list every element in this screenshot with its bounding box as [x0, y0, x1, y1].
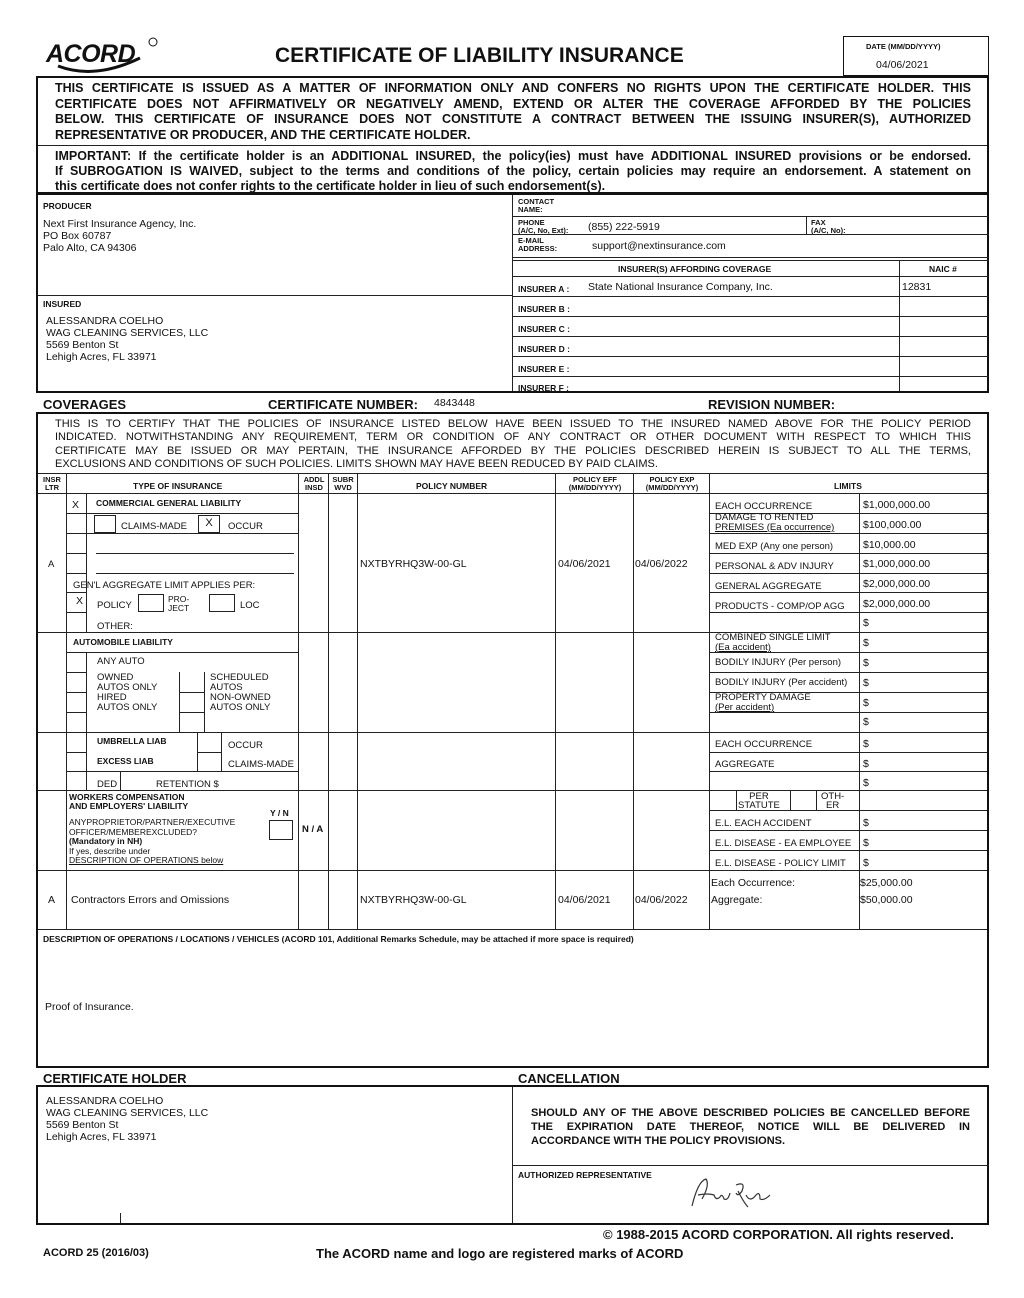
gl-limit-value: $10,000.00	[863, 539, 916, 551]
workers-limit-value: $	[863, 857, 869, 869]
workers-other: OTH- ER	[821, 791, 845, 811]
gl-limit-label: PERSONAL & ADV INJURY	[715, 561, 834, 572]
header-policy-eff: POLICY EFF (MM/DD/YYYY)	[568, 475, 622, 492]
important-line: this certificate does not confer rights to the certificate holder in lieu of such endorsement(s).	[55, 179, 606, 193]
producer-label: PRODUCER	[43, 201, 92, 211]
coverage-notice-line: EXCLUSIONS AND CONDITIONS OF SUCH POLICIES. LIMITS SHOWN MAY HAVE BEEN REDUCED BY PAID CLAIMS.	[55, 458, 658, 470]
insured-line: WAG CLEANING SERVICES, LLC	[46, 327, 209, 339]
umbrella-limit-value: $	[863, 777, 869, 789]
loc-checkbox[interactable]	[209, 594, 235, 612]
gl-limit-label: DAMAGE TO RENTED PREMISES (Ea occurrence)	[715, 512, 835, 533]
gl-limit-value: $1,000,000.00	[863, 499, 931, 511]
umbrella-limit-value: $	[863, 738, 869, 750]
insurer-f-label: INSURER F :	[518, 383, 569, 393]
auto-limit-value: $	[863, 677, 869, 689]
gl-occur: OCCUR	[228, 521, 263, 532]
insurer-d-label: INSURER D :	[518, 344, 570, 354]
cancellation-line: THE EXPIRATION DATE THEREOF, NOTICE WILL BE DELIVERED IN	[531, 1121, 970, 1133]
workers-na: N / A	[302, 824, 324, 835]
header-subr: SUBR WVD	[332, 475, 354, 492]
eo-type: Contractors Errors and Omissions	[71, 894, 230, 906]
gl-limit-value: $2,000,000.00	[863, 598, 931, 610]
gl-policy-mark[interactable]: X	[76, 595, 84, 607]
auto-hired: HIRED AUTOS ONLY	[97, 692, 158, 713]
disclaimer-line: CERTIFICATE DOES NOT AFFIRMATIVELY OR NEGATIVELY AMEND, EXTEND OR ALTER THE COVERAGE AFFORDED BY THE POLICIES	[55, 97, 971, 111]
insured-line: 5569 Benton St	[46, 339, 119, 351]
gl-limit-value: $100,000.00	[863, 519, 922, 531]
umbrella-ded: DED	[97, 779, 118, 790]
gl-limit-value: $	[863, 617, 869, 629]
workers-limit-value: $	[863, 817, 869, 829]
gl-loc: LOC	[240, 600, 260, 611]
auto-owned: OWNED AUTOS ONLY	[97, 672, 158, 693]
auto-title: AUTOMOBILE LIABILITY	[73, 637, 173, 647]
important-line: IMPORTANT: If the certificate holder is an ADDITIONAL INSURED, the policy(ies) must have ADDITIONAL INSURED provisions or be endorsed.	[55, 149, 971, 163]
gl-limit-value: $2,000,000.00	[863, 578, 931, 590]
cancellation-line: SHOULD ANY OF THE ABOVE DESCRIBED POLICIES BE CANCELLED BEFORE	[531, 1107, 970, 1119]
producer-line: PO Box 60787	[43, 230, 112, 242]
cancellation-line: ACCORDANCE WITH THE POLICY PROVISIONS.	[531, 1135, 786, 1147]
insurer-a-naic: 12831	[902, 281, 932, 293]
umbrella-label: UMBRELLA LIAB	[97, 736, 167, 746]
date-label: DATE (MM/DD/YYYY)	[866, 42, 941, 51]
auto-limit-label: COMBINED SINGLE LIMIT (Ea accident)	[715, 632, 831, 653]
certificate-number-label: CERTIFICATE NUMBER:	[268, 397, 418, 412]
header-limits: LIMITS	[834, 481, 862, 491]
gl-limit-label: GENERAL AGGREGATE	[715, 581, 822, 592]
eo-limit-value: $50,000.00	[860, 894, 913, 906]
occur-checkbox[interactable]: X	[198, 515, 220, 533]
gl-policy: POLICY	[97, 600, 132, 611]
auto-scheduled: SCHEDULED AUTOS	[210, 672, 269, 693]
workers-limit-label: E.L. DISEASE - POLICY LIMIT	[715, 858, 846, 869]
auto-limit-value: $	[863, 637, 869, 649]
auto-limit-label: BODILY INJURY (Per accident)	[715, 677, 848, 688]
signature-mark-icon	[686, 1173, 776, 1213]
auto-limit-value: $	[863, 657, 869, 669]
workers-limit-value: $	[863, 837, 869, 849]
umbrella-limit-label: EACH OCCURRENCE	[715, 739, 813, 750]
naic-header: NAIC #	[929, 264, 957, 274]
date-box	[843, 36, 989, 76]
auto-nonowned: NON-OWNED AUTOS ONLY	[210, 692, 271, 713]
umbrella-retention: RETENTION $	[156, 779, 219, 790]
insurer-e-label: INSURER E :	[518, 364, 570, 374]
disclaimer-line: THIS CERTIFICATE IS ISSUED AS A MATTER OF INFORMATION ONLY AND CONFERS NO RIGHTS UPON THE CERTIFICATE HOLDER. THIS	[55, 81, 971, 95]
eo-exp: 04/06/2022	[635, 894, 688, 906]
revision-number-label: REVISION NUMBER:	[708, 397, 836, 412]
coverages-label: COVERAGES	[43, 397, 127, 412]
phone-value: (855) 222-5919	[588, 221, 660, 233]
producer-insurer-box	[36, 193, 989, 393]
eo-limit-value: $25,000.00	[860, 877, 913, 889]
email-label: E-MAIL ADDRESS:	[518, 236, 558, 253]
gl-exp: 04/06/2022	[635, 558, 688, 570]
description-text: Proof of Insurance.	[45, 1001, 134, 1013]
gl-eff: 04/06/2021	[558, 558, 611, 570]
umbrella-claims-made: CLAIMS-MADE	[228, 759, 294, 770]
coverage-notice-line: CERTIFICATE MAY BE ISSUED OR MAY PERTAIN, THE INSURANCE AFFORDED BY THE POLICIES DESCRIBED HEREIN IS SUBJECT TO ALL THE TERMS,	[55, 445, 971, 457]
description-label: DESCRIPTION OF OPERATIONS / LOCATIONS / VEHICLES (ACORD 101, Additional Remarks Schedule, may be attached if more space is required)	[43, 934, 634, 944]
gl-project: PRO- JECT	[168, 594, 190, 613]
auto-limit-label: PROPERTY DAMAGE (Per accident)	[715, 692, 811, 713]
eo-limit-label: Aggregate:	[711, 894, 763, 906]
page-title: CERTIFICATE OF LIABILITY INSURANCE	[275, 44, 684, 67]
gl-limit-label: MED EXP (Any one person)	[715, 541, 834, 552]
date-value: 04/06/2021	[876, 59, 929, 71]
authorized-rep-label: AUTHORIZED REPRESENTATIVE	[518, 1170, 652, 1180]
auto-limit-label: BODILY INJURY (Per person)	[715, 657, 842, 668]
phone-label: PHONE (A/C, No, Ext):	[518, 218, 569, 235]
trademark: The ACORD name and logo are registered marks of ACORD	[316, 1246, 684, 1261]
holder-line: WAG CLEANING SERVICES, LLC	[46, 1107, 209, 1119]
insured-line: Lehigh Acres, FL 33971	[46, 351, 157, 363]
gl-limit-value: $1,000,000.00	[863, 558, 931, 570]
umbrella-limit-value: $	[863, 758, 869, 770]
umbrella-limit-label: AGGREGATE	[715, 759, 775, 770]
workers-limit-label: E.L. DISEASE - EA EMPLOYEE	[715, 838, 852, 849]
insurer-b-label: INSURER B :	[518, 304, 570, 314]
holder-line: 5569 Benton St	[46, 1119, 119, 1131]
gl-ltr: A	[48, 559, 55, 570]
disclaimer-line: REPRESENTATIVE OR PRODUCER, AND THE CERTIFICATE HOLDER.	[55, 128, 471, 142]
header-addl: ADDL INSD	[303, 475, 325, 492]
coverage-notice-line: INDICATED. NOTWITHSTANDING ANY REQUIREMENT, TERM OR CONDITION OF ANY CONTRACT OR OTHER DOCUMENT WITH RESPECT TO WHICH THIS	[55, 431, 971, 443]
header-policy-number: POLICY NUMBER	[416, 481, 488, 491]
insurer-a-label: INSURER A :	[518, 284, 570, 294]
disclaimer-box	[36, 76, 989, 194]
acord-logo	[40, 36, 160, 76]
gl-title: COMMERCIAL GENERAL LIABILITY	[96, 498, 242, 508]
workers-per-statute: PER STATUTE	[738, 791, 780, 811]
gl-other: OTHER:	[97, 621, 133, 632]
producer-line: Next First Insurance Agency, Inc.	[43, 218, 197, 230]
workers-limit-label: E.L. EACH ACCIDENT	[715, 818, 812, 829]
umbrella-occur: OCCUR	[228, 740, 263, 751]
certificate-holder-label: CERTIFICATE HOLDER	[43, 1071, 187, 1086]
email-value: support@nextinsurance.com	[592, 240, 726, 252]
eo-limit-label: Each Occurrence:	[711, 877, 796, 889]
insurers-header: INSURER(S) AFFORDING COVERAGE	[618, 264, 772, 274]
auto-limit-value: $	[863, 716, 869, 728]
disclaimer-line: BELOW. THIS CERTIFICATE OF INSURANCE DOES NOT CONSTITUTE A CONTRACT BETWEEN THE ISSUING INSURER(S), AUTHORIZED	[55, 112, 971, 126]
certificate-number: 4843448	[434, 397, 475, 409]
holder-line: ALESSANDRA COELHO	[46, 1095, 164, 1107]
gl-limit-label: EACH OCCURRENCE	[715, 501, 813, 512]
gl-policy-number: NXTBYRHQ3W-00-GL	[360, 558, 467, 570]
gl-claims-made: CLAIMS-MADE	[121, 521, 187, 532]
header-insr-ltr: INSR LTR	[43, 475, 61, 492]
copyright: © 1988-2015 ACORD CORPORATION. All rights reserved.	[603, 1227, 954, 1242]
workers-description: ANYPROPRIETOR/PARTNER/EXECUTIVE OFFICER/MEMBEREXCLUDED? (Mandatory in NH) If yes, describe under DESCRIPTION OF OPERATIONS below	[69, 817, 236, 865]
holder-line: Lehigh Acres, FL 33971	[46, 1131, 157, 1143]
insurer-a-name: State National Insurance Company, Inc.	[588, 281, 773, 293]
header-type: TYPE OF INSURANCE	[133, 481, 223, 491]
eo-ltr: A	[48, 894, 56, 906]
header-policy-exp: POLICY EXP (MM/DD/YYYY)	[645, 475, 699, 492]
gl-limit-label: PRODUCTS - COMP/OP AGG	[715, 601, 845, 612]
eo-policy-number: NXTBYRHQ3W-00-GL	[360, 894, 467, 906]
claims-made-checkbox[interactable]	[94, 515, 116, 533]
coverages-table	[36, 412, 989, 1068]
fax-label: FAX (A/C, No):	[811, 218, 846, 235]
insurer-c-label: INSURER C :	[518, 324, 570, 334]
project-checkbox[interactable]	[138, 594, 164, 612]
eo-eff: 04/06/2021	[558, 894, 611, 906]
coverage-notice-line: THIS IS TO CERTIFY THAT THE POLICIES OF INSURANCE LISTED BELOW HAVE BEEN ISSUED TO THE INSURED NAMED ABOVE FOR THE POLICY PERIOD	[55, 418, 971, 430]
workers-yn: Y / N	[270, 808, 289, 818]
excess-label: EXCESS LIAB	[97, 756, 154, 766]
cancellation-label: CANCELLATION	[518, 1071, 620, 1086]
signature	[686, 1173, 776, 1213]
insured-label: INSURED	[43, 299, 82, 309]
holder-cancellation-box	[36, 1085, 989, 1225]
workers-title: WORKERS COMPENSATION AND EMPLOYERS' LIABILITY	[69, 792, 189, 811]
gl-mark[interactable]: X	[72, 499, 80, 511]
auto-limit-value: $	[863, 697, 869, 709]
auto-any-auto: ANY AUTO	[97, 656, 145, 667]
producer-line: Palo Alto, CA 94306	[43, 242, 137, 254]
form-number: ACORD 25 (2016/03)	[43, 1247, 149, 1259]
acord-logo-text: ACORD	[46, 40, 136, 68]
gl-agg-label: GEN'L AGGREGATE LIMIT APPLIES PER:	[73, 580, 256, 591]
workers-yn-checkbox[interactable]	[269, 820, 293, 840]
insured-line: ALESSANDRA COELHO	[46, 315, 164, 327]
contact-name-label: CONTACT NAME:	[518, 197, 555, 214]
important-line: If SUBROGATION IS WAIVED, subject to the terms and conditions of the policy, certain policies may require an endorsement. A statement on	[55, 164, 971, 178]
